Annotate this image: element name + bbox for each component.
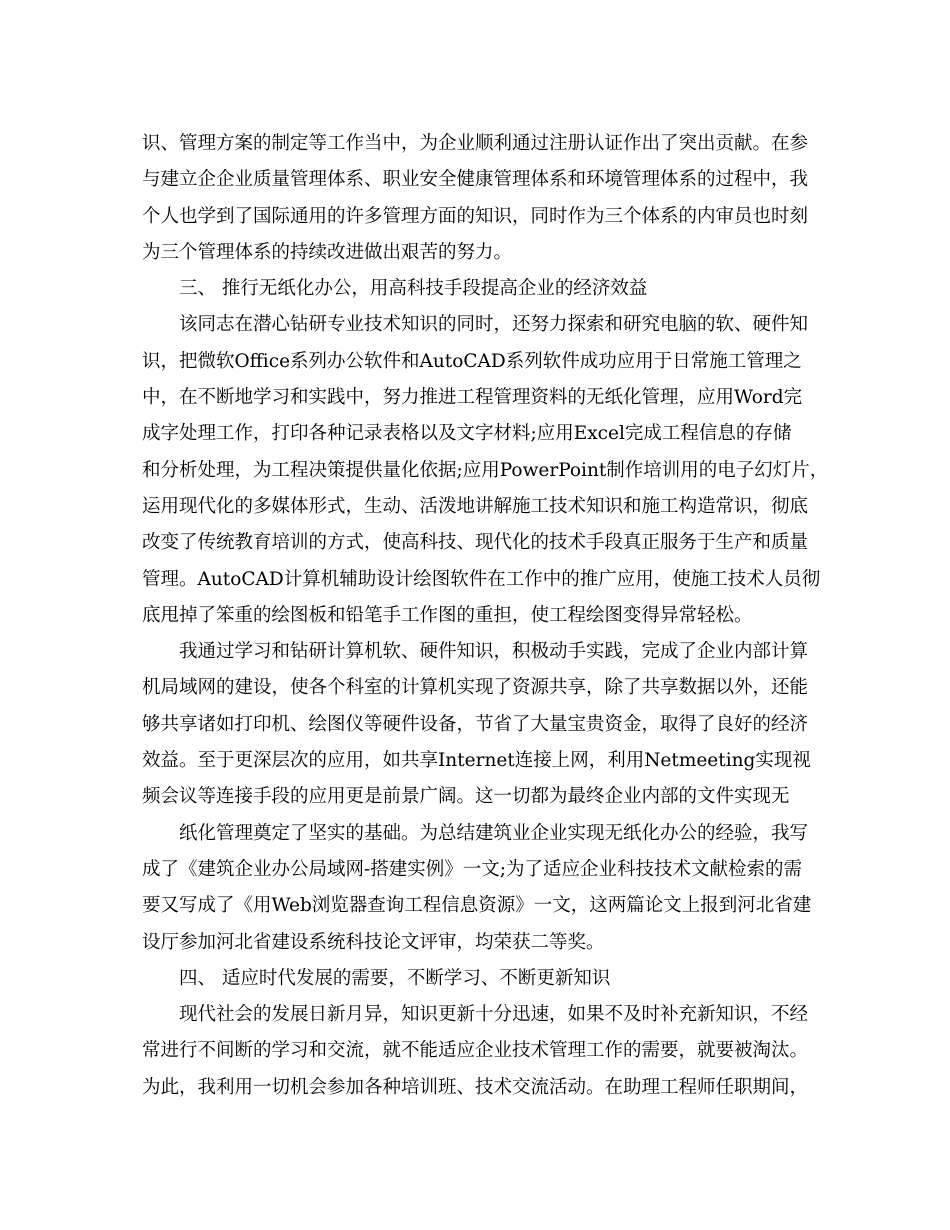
text-line: 与建立企企业质量管理体系、职业安全健康管理体系和环境管理体系的过程中，我 (142, 169, 809, 191)
text-line: 纸化管理奠定了坚实的基础。为总结建筑业企业实现无纸化办公的经验，我写 (179, 822, 809, 844)
text-line: 设厅参加河北省建设系统科技论文评审，均荣获二等奖。 (142, 931, 605, 953)
text-line: 识、管理方案的制定等工作当中，为企业顺利通过注册认证作出了突出贡献。在参 (142, 133, 809, 154)
text-line: 成了《建筑企业办公局域网-搭建实例》一文;为了适应企业科技技术文献检索的需 (142, 858, 802, 880)
text-line: 底甩掉了笨重的绘图板和铅笔手工作图的重担，使工程绘图变得异常轻松。 (142, 604, 753, 626)
text-line: 要又写成了《用Web浏览器查询工程信息资源》一文，这两篇论文上报到河北省建 (142, 895, 812, 917)
section-heading: 四、 适应时代发展的需要，不断学习、不断更新知识 (179, 967, 611, 989)
text-line: 我通过学习和钻研计算机软、硬件知识，积极动手实践，完成了企业内部计算 (179, 641, 809, 663)
text-line: 成字处理工作，打印各种记录表格以及文字材料;应用Excel完成工程信息的存储 (142, 423, 792, 445)
text-line: 效益。至于更深层次的应用，如共享Internet连接上网，利用Netmeeting实现视 (142, 750, 811, 772)
text-line: 和分析处理，为工程决策提供量化依据;应用PowerPoint制作培训用的电子幻灯片， (142, 459, 829, 481)
text-line: 频会议等连接手段的应用更是前景广阔。这一切都为最终企业内部的文件实现无 (142, 786, 790, 808)
section-heading: 三、 推行无纸化办公，用高科技手段提高企业的经济效益 (179, 278, 648, 300)
text-line: 常进行不间断的学习和交流，就不能适应企业技术管理工作的需要，就要被淘汰。 (142, 1040, 809, 1062)
text-line: 运用现代化的多媒体形式，生动、活泼地讲解施工技术知识和施工构造常识，彻底 (142, 495, 809, 517)
text-line: 个人也学到了国际通用的许多管理方面的知识，同时作为三个体系的内审员也时刻 (142, 205, 809, 227)
text-line: 为三个管理体系的持续改进做出艰苦的努力。 (142, 241, 513, 263)
text-line: 为此，我利用一切机会参加各种培训班、技术交流活动。在助理工程师任职期间， (142, 1076, 809, 1098)
text-line: 中，在不断地学习和实践中，努力推进工程管理资料的无纸化管理，应用Word完 (142, 387, 803, 409)
text-line: 现代社会的发展日新月异，知识更新十分迅速，如果不及时补充新知识，不经 (179, 1004, 809, 1026)
text-line: 改变了传统教育培训的方式，使高科技、现代化的技术手段真正服务于生产和质量 (142, 532, 809, 554)
text-line: 识，把微软Office系列办公软件和AutoCAD系列软件成功应用于日常施工管理之 (142, 350, 802, 372)
text-line: 机局域网的建设，使各个科室的计算机实现了资源共享，除了共享数据以外，还能 (142, 677, 809, 699)
text-line: 该同志在潜心钻研专业技术知识的同时，还努力探索和研究电脑的软、硬件知 (179, 314, 809, 336)
text-line: 管理。AutoCAD计算机辅助设计绘图软件在工作中的推广应用，使施工技术人员彻 (142, 568, 821, 590)
text-line: 够共享诸如打印机、绘图仪等硬件设备，节省了大量宝贵资金，取得了良好的经济 (142, 713, 809, 735)
body-text (142, 126, 829, 1106)
